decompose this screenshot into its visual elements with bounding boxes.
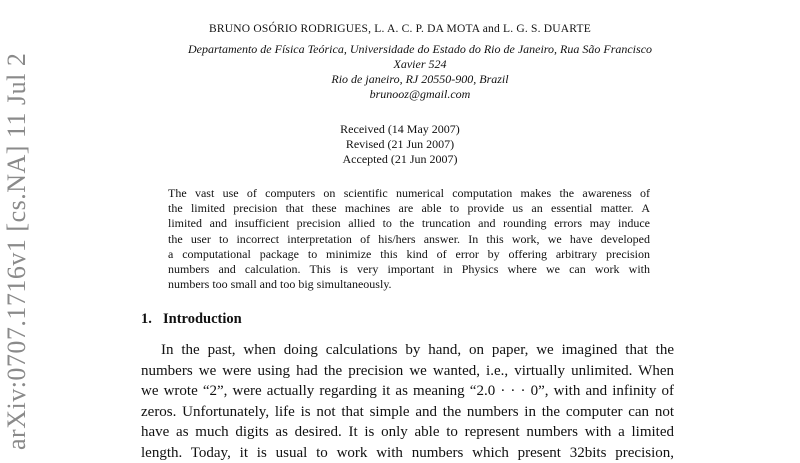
abstract-line: The vast use of computers on scientific numerical computation makes the awareness of	[168, 186, 650, 201]
author-list: BRUNO OSÓRIO RODRIGUES, L. A. C. P. DA MOTA and L. G. S. DUARTE	[0, 23, 800, 35]
revised-date: Revised (21 Jun 2007)	[0, 137, 800, 152]
accepted-date: Accepted (21 Jun 2007)	[0, 152, 800, 167]
body-line: In the past, when doing calculations by hand, on paper, we imagined that the	[141, 340, 674, 361]
affiliation-line: Xavier 524	[120, 57, 720, 72]
body-line: length. Today, it is usual to work with numbers which present 32bits precision,	[141, 443, 674, 463]
abstract	[168, 186, 650, 292]
affiliation-block	[120, 42, 720, 102]
received-date: Received (14 May 2007)	[0, 122, 800, 137]
affiliation-line: Departamento de Física Teórica, Universidade do Estado do Rio de Janeiro, Rua São Francisco	[120, 42, 720, 57]
introduction-body	[141, 340, 674, 463]
arxiv-identifier: arXiv:0707.1716v1 [cs.NA] 11 Jul 2	[0, 0, 34, 450]
abstract-line: numbers too small and too big simultaneously.	[168, 277, 650, 292]
arxiv-stamp	[0, 0, 34, 450]
abstract-line: a computational package to minimize this kind of error by offering arbitrary precision	[168, 247, 650, 262]
abstract-line: the limited precision that these machines are able to provide us an essential matter. A	[168, 201, 650, 216]
submission-dates	[0, 122, 800, 167]
body-line: have as much digits as desired. It is only able to represent numbers with a limited	[141, 422, 674, 443]
abstract-line: the user to incorrect interpretation of his/hers answer. In this work, we have developed	[168, 232, 650, 247]
section-number: 1.	[141, 311, 163, 328]
affiliation-line: Rio de janeiro, RJ 20550-900, Brazil	[120, 72, 720, 87]
abstract-line: numbers and calculation. This is very important in Physics where we can work with	[168, 262, 650, 277]
section-title: Introduction	[163, 311, 242, 327]
abstract-line: limited and insufficient precision allied to the truncation and rounding errors may induce	[168, 216, 650, 231]
author-email: brunooz@gmail.com	[120, 87, 720, 102]
body-line: we wrote “2”, were actually regarding it as meaning “2.0 · · · 0”, with and infinity of	[141, 381, 674, 402]
section-heading	[141, 311, 242, 328]
body-line: numbers we were using had the precision we wanted, i.e., virtually unlimited. When	[141, 361, 674, 382]
body-line: zeros. Unfortunately, life is not that simple and the numbers in the computer can not	[141, 402, 674, 423]
